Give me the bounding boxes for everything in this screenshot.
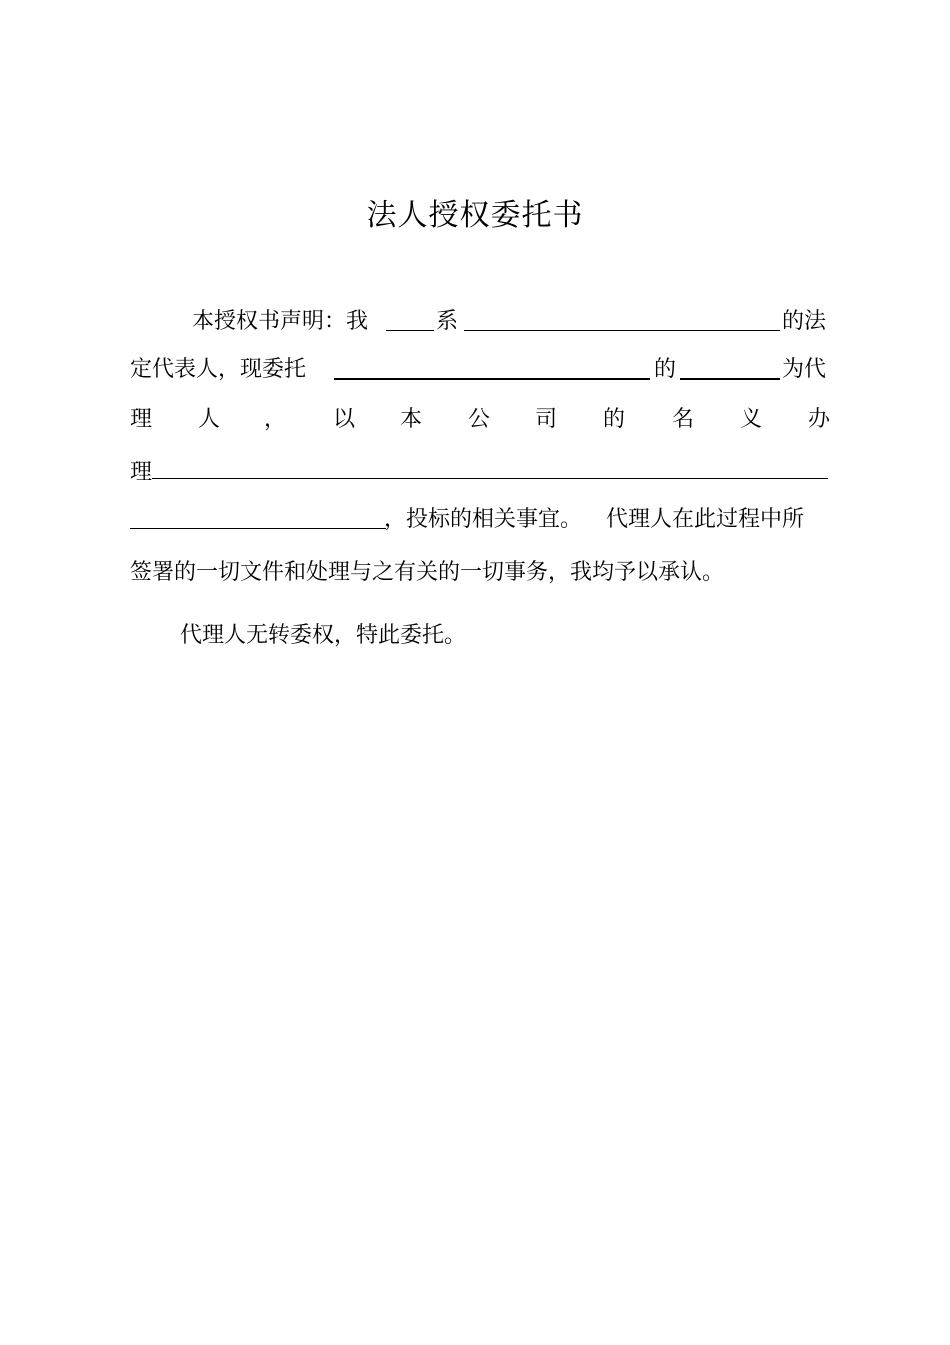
statement-line-5	[130, 502, 830, 538]
representative-text: 定代表人，现委托	[130, 357, 307, 382]
justified-char: 义	[740, 407, 763, 432]
entrusted-company-blank[interactable]	[334, 352, 650, 392]
statement-line-3	[130, 402, 830, 438]
justified-char: 理	[130, 407, 153, 432]
justified-char: ，	[264, 407, 287, 432]
bid-matters-text: ，投标的相关事宜。	[384, 507, 583, 532]
justified-char: 本	[400, 407, 423, 432]
matter-blank-1[interactable]	[152, 460, 828, 485]
justified-char: 名	[672, 407, 695, 432]
document-title: 法人授权委托书	[366, 198, 584, 233]
justified-char: 的	[603, 407, 626, 432]
justified-char: 办	[808, 407, 831, 432]
company-blank[interactable]	[464, 304, 780, 343]
statement-line-6: 签署的一切文件和处理与之有关的一切事务，我均予以承认。	[130, 560, 725, 585]
justified-char: 公	[468, 407, 491, 432]
statement-prefix: 本授权书声明：我	[192, 309, 369, 334]
agent-name-blank[interactable]	[680, 352, 780, 392]
name-blank[interactable]	[386, 304, 434, 343]
justified-char: 司	[535, 407, 558, 432]
justified-char: 以	[333, 407, 356, 432]
statement-li: 理	[130, 460, 153, 485]
statement-de-fa: 的法	[782, 309, 827, 334]
matter-blank-2[interactable]	[130, 502, 386, 541]
statement-de: 的	[654, 357, 677, 382]
statement-line-4	[130, 452, 830, 488]
statement-xi: 系	[436, 309, 459, 334]
statement-line-1	[130, 304, 830, 340]
justified-char: 人	[198, 407, 221, 432]
agent-signing-text: 代理人在此过程中所	[606, 507, 805, 532]
statement-line-2	[130, 352, 830, 388]
statement-wei-dai: 为代	[782, 357, 827, 382]
no-sub-delegation-text: 代理人无转委权，特此委托。	[180, 623, 467, 648]
